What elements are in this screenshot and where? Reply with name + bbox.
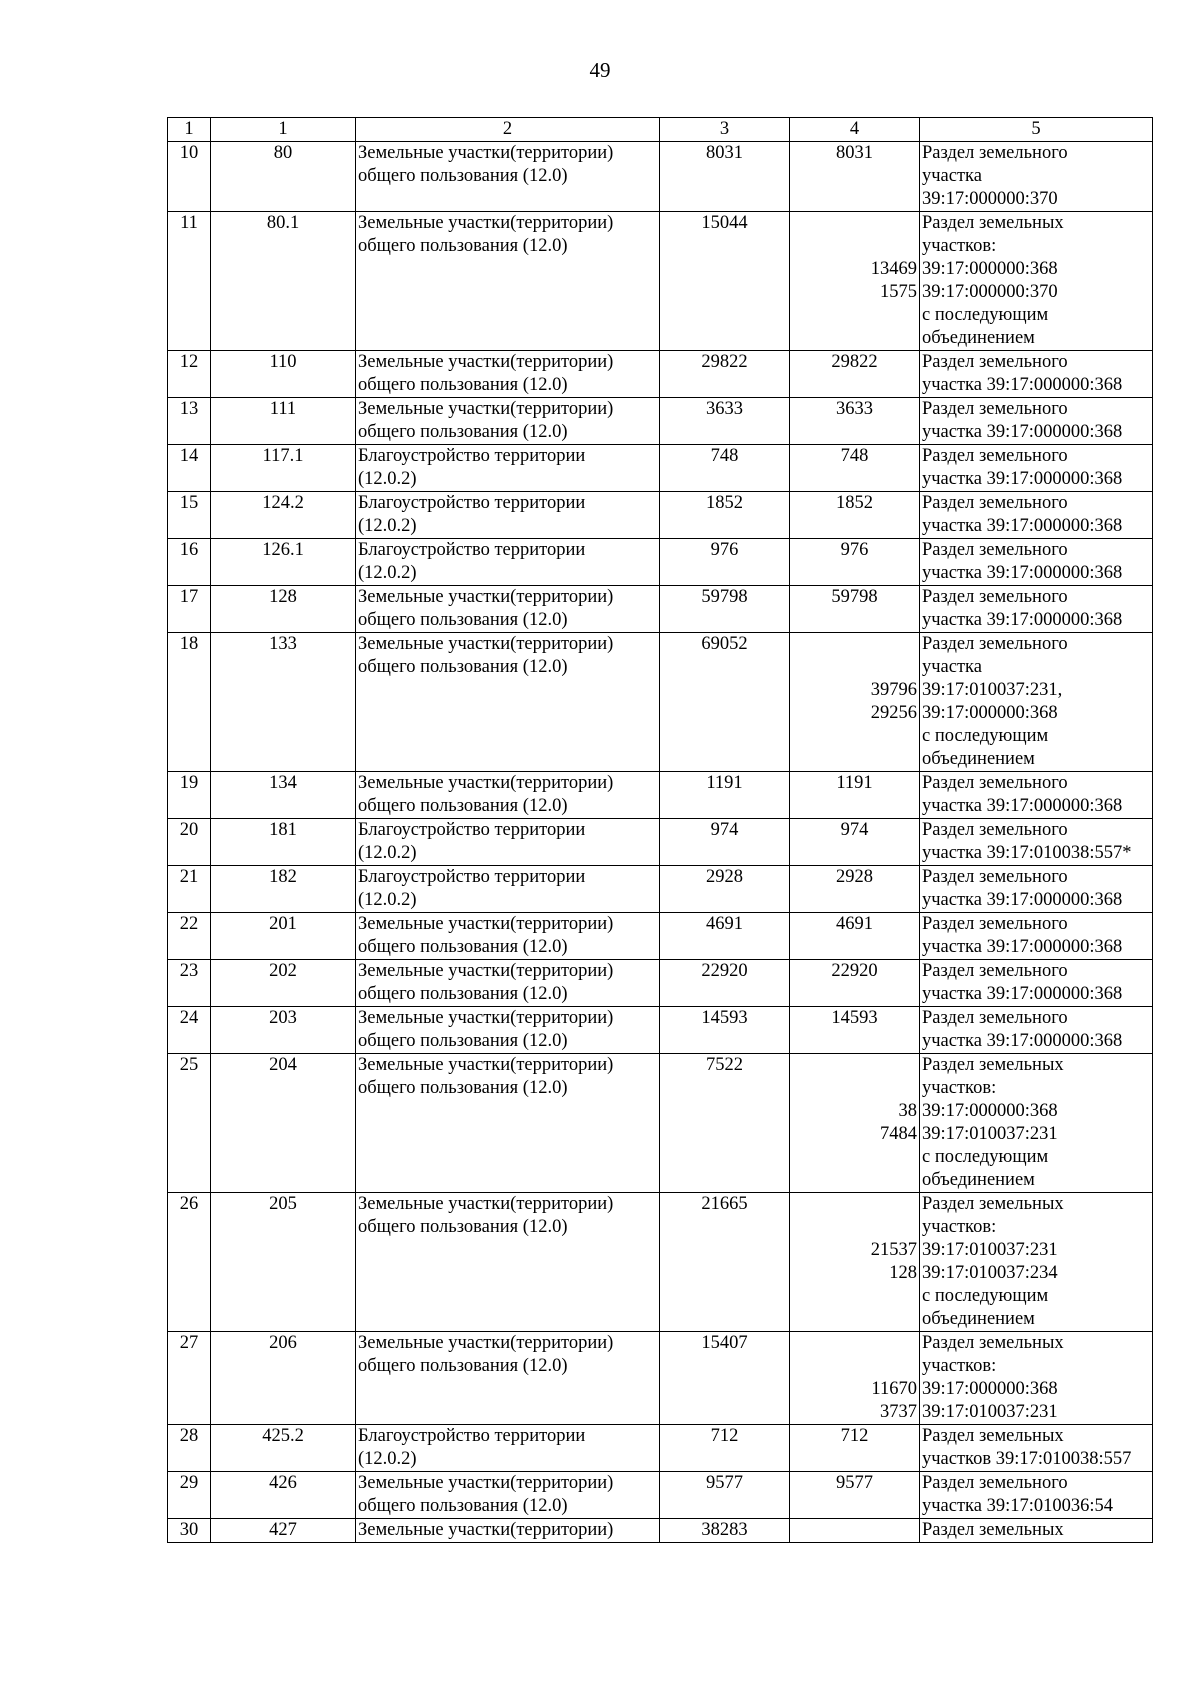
land-use-line: Благоустройство территории — [358, 1426, 586, 1446]
table-row — [168, 633, 1153, 772]
part-area-line: 29822 — [831, 352, 878, 372]
area-cell: 15044 — [660, 212, 790, 351]
note-line: Раздел земельных — [922, 1520, 1064, 1540]
plot-id-cell: 80 — [211, 142, 356, 212]
land-use-line: (12.0.2) — [358, 516, 417, 536]
note-line: участка 39:17:010038:557* — [922, 843, 1132, 863]
area-cell: 29822 — [660, 351, 790, 398]
note-line: участка 39:17:000000:368 — [922, 422, 1123, 442]
part-area-line: 21537 — [870, 1240, 917, 1260]
note-line: 39:17:000000:368 — [922, 1379, 1058, 1399]
table-row — [168, 142, 1153, 212]
note-line: Раздел земельных — [922, 1333, 1064, 1353]
part-area-cell — [790, 1519, 920, 1543]
part-area-line: 974 — [840, 820, 869, 840]
part-area-line: 9577 — [836, 1473, 873, 1493]
part-area-line: 128 — [889, 1263, 917, 1283]
note-line: Раздел земельного — [922, 493, 1068, 513]
note-cell — [920, 913, 1153, 960]
note-line: объединением — [922, 749, 1035, 769]
spacer — [792, 1216, 917, 1239]
land-use-cell — [356, 1193, 660, 1332]
land-use-line: общего пользования (12.0) — [358, 422, 568, 442]
row-number-cell: 13 — [168, 398, 211, 445]
plot-id-cell: 203 — [211, 1007, 356, 1054]
land-use-cell — [356, 539, 660, 586]
row-number-cell: 20 — [168, 819, 211, 866]
note-line: с последующим — [922, 1286, 1049, 1306]
part-area-line: 14593 — [831, 1008, 878, 1028]
note-line: Раздел земельного — [922, 143, 1068, 163]
row-number-cell: 27 — [168, 1332, 211, 1425]
area-cell: 14593 — [660, 1007, 790, 1054]
note-line: 39:17:010037:234 — [922, 1263, 1058, 1283]
part-area-cell — [790, 398, 920, 445]
note-cell — [920, 539, 1153, 586]
note-line: 39:17:010037:231, — [922, 680, 1063, 700]
land-use-cell — [356, 960, 660, 1007]
plot-id-cell: 204 — [211, 1054, 356, 1193]
note-cell — [920, 142, 1153, 212]
row-number-cell: 10 — [168, 142, 211, 212]
area-cell: 974 — [660, 819, 790, 866]
land-use-line: общего пользования (12.0) — [358, 1496, 568, 1516]
note-cell — [920, 819, 1153, 866]
part-area-line: 13469 — [870, 259, 917, 279]
land-use-line: (12.0.2) — [358, 843, 417, 863]
spacer — [792, 656, 917, 679]
land-use-line: Земельные участки(территории) — [358, 1333, 614, 1353]
land-use-line: Земельные участки(территории) — [358, 1055, 614, 1075]
area-cell: 38283 — [660, 1519, 790, 1543]
area-cell: 59798 — [660, 586, 790, 633]
part-area-line: 4691 — [836, 914, 873, 934]
note-line: Раздел земельного — [922, 1473, 1068, 1493]
note-line: Раздел земельного — [922, 1008, 1068, 1028]
note-line: участков: — [922, 1217, 997, 1237]
part-area-cell — [790, 539, 920, 586]
land-use-cell — [356, 351, 660, 398]
part-area-cell — [790, 1472, 920, 1519]
land-use-line: общего пользования (12.0) — [358, 1356, 568, 1376]
table-row — [168, 866, 1153, 913]
note-line: Раздел земельных — [922, 1055, 1064, 1075]
note-line: участка 39:17:000000:368 — [922, 375, 1123, 395]
note-line: 39:17:010037:231 — [922, 1402, 1058, 1422]
note-line: участка 39:17:000000:368 — [922, 469, 1123, 489]
note-cell — [920, 1472, 1153, 1519]
note-line: с последующим — [922, 1147, 1049, 1167]
note-cell — [920, 1425, 1153, 1472]
note-line: Раздел земельного — [922, 773, 1068, 793]
note-line: участков 39:17:010038:557 — [922, 1449, 1132, 1469]
land-use-line: Земельные участки(территории) — [358, 1194, 614, 1214]
land-use-line: общего пользования (12.0) — [358, 166, 568, 186]
table-row — [168, 1332, 1153, 1425]
table-row — [168, 398, 1153, 445]
land-use-line: Земельные участки(территории) — [358, 143, 614, 163]
spacer — [792, 235, 917, 258]
land-use-line: Земельные участки(территории) — [358, 1520, 614, 1540]
land-use-cell — [356, 819, 660, 866]
land-use-line: Земельные участки(территории) — [358, 1008, 614, 1028]
table-row — [168, 960, 1153, 1007]
note-line: Раздел земельного — [922, 914, 1068, 934]
note-line: с последующим — [922, 305, 1049, 325]
row-number-cell: 15 — [168, 492, 211, 539]
land-use-line: Земельные участки(территории) — [358, 587, 614, 607]
note-line: 39:17:010037:231 — [922, 1124, 1058, 1144]
land-use-line: общего пользования (12.0) — [358, 937, 568, 957]
plot-id-cell: 181 — [211, 819, 356, 866]
table-body — [168, 118, 1153, 1543]
row-number-cell: 22 — [168, 913, 211, 960]
land-use-cell — [356, 1472, 660, 1519]
note-cell — [920, 1332, 1153, 1425]
plot-id-cell: 182 — [211, 866, 356, 913]
spacer — [792, 212, 917, 235]
part-area-cell — [790, 586, 920, 633]
header-cell: 3 — [660, 118, 790, 142]
header-cell: 1 — [168, 118, 211, 142]
table-row — [168, 1472, 1153, 1519]
note-line: Раздел земельных — [922, 1426, 1064, 1446]
plot-id-cell: 425.2 — [211, 1425, 356, 1472]
table-row — [168, 1425, 1153, 1472]
row-number-cell: 19 — [168, 772, 211, 819]
row-number-cell: 12 — [168, 351, 211, 398]
part-area-line: 59798 — [831, 587, 878, 607]
land-use-line: (12.0.2) — [358, 469, 417, 489]
note-line: участка 39:17:000000:368 — [922, 890, 1123, 910]
part-area-cell — [790, 142, 920, 212]
table-row — [168, 819, 1153, 866]
header-cell: 2 — [356, 118, 660, 142]
part-area-cell — [790, 1007, 920, 1054]
note-cell — [920, 445, 1153, 492]
row-number-cell: 14 — [168, 445, 211, 492]
land-use-line: Благоустройство территории — [358, 867, 586, 887]
land-use-cell — [356, 866, 660, 913]
part-area-cell — [790, 492, 920, 539]
land-use-cell — [356, 1519, 660, 1543]
area-cell: 7522 — [660, 1054, 790, 1193]
land-use-line: Земельные участки(территории) — [358, 352, 614, 372]
land-use-line: общего пользования (12.0) — [358, 984, 568, 1004]
land-use-line: Земельные участки(территории) — [358, 634, 614, 654]
note-line: 39:17:010037:231 — [922, 1240, 1058, 1260]
land-use-line: общего пользования (12.0) — [358, 657, 568, 677]
note-line: 39:17:000000:368 — [922, 259, 1058, 279]
land-use-line: общего пользования (12.0) — [358, 796, 568, 816]
table-row — [168, 351, 1153, 398]
note-line: объединением — [922, 1309, 1035, 1329]
land-use-cell — [356, 212, 660, 351]
part-area-line: 11670 — [871, 1379, 917, 1399]
part-area-line: 38 — [898, 1101, 917, 1121]
plot-id-cell: 80.1 — [211, 212, 356, 351]
note-cell — [920, 1193, 1153, 1332]
part-area-cell — [790, 1332, 920, 1425]
land-use-line: Земельные участки(территории) — [358, 961, 614, 981]
row-number-cell: 28 — [168, 1425, 211, 1472]
land-use-cell — [356, 633, 660, 772]
note-line: 39:17:000000:368 — [922, 703, 1058, 723]
note-line: 39:17:000000:370 — [922, 189, 1058, 209]
part-area-cell — [790, 351, 920, 398]
row-number-cell: 18 — [168, 633, 211, 772]
land-use-line: общего пользования (12.0) — [358, 236, 568, 256]
table-row — [168, 445, 1153, 492]
row-number-cell: 21 — [168, 866, 211, 913]
land-use-line: Благоустройство территории — [358, 493, 586, 513]
land-use-line: Благоустройство территории — [358, 446, 586, 466]
area-cell: 1852 — [660, 492, 790, 539]
row-number-cell: 23 — [168, 960, 211, 1007]
note-line: 39:17:000000:368 — [922, 1101, 1058, 1121]
part-area-cell — [790, 819, 920, 866]
header-cell: 4 — [790, 118, 920, 142]
row-number-cell: 16 — [168, 539, 211, 586]
note-line: участка 39:17:000000:368 — [922, 563, 1123, 583]
note-line: Раздел земельного — [922, 867, 1068, 887]
land-use-cell — [356, 1054, 660, 1193]
part-area-line: 22920 — [831, 961, 878, 981]
part-area-line: 7484 — [880, 1124, 917, 1144]
plot-id-cell: 133 — [211, 633, 356, 772]
note-line: участка 39:17:000000:368 — [922, 796, 1123, 816]
note-cell — [920, 212, 1153, 351]
part-area-cell — [790, 1193, 920, 1332]
row-number-cell: 30 — [168, 1519, 211, 1543]
area-cell: 4691 — [660, 913, 790, 960]
table-row — [168, 1519, 1153, 1543]
land-use-line: Земельные участки(территории) — [358, 1473, 614, 1493]
note-cell — [920, 633, 1153, 772]
part-area-line: 8031 — [836, 143, 873, 163]
note-line: участков: — [922, 236, 997, 256]
area-cell: 748 — [660, 445, 790, 492]
page-number: 49 — [589, 58, 611, 82]
land-use-line: общего пользования (12.0) — [358, 375, 568, 395]
part-area-line: 712 — [840, 1426, 869, 1446]
area-cell: 1191 — [660, 772, 790, 819]
part-area-line: 976 — [840, 540, 869, 560]
table-row — [168, 1193, 1153, 1332]
row-number-cell: 11 — [168, 212, 211, 351]
land-use-line: Земельные участки(территории) — [358, 914, 614, 934]
part-area-line: 1852 — [836, 493, 873, 513]
note-line: Раздел земельного — [922, 961, 1068, 981]
row-number-cell: 24 — [168, 1007, 211, 1054]
part-area-cell — [790, 866, 920, 913]
land-use-cell — [356, 1007, 660, 1054]
plot-id-cell: 134 — [211, 772, 356, 819]
part-area-cell — [790, 212, 920, 351]
land-use-line: Благоустройство территории — [358, 540, 586, 560]
area-cell: 3633 — [660, 398, 790, 445]
note-line: участка 39:17:000000:368 — [922, 937, 1123, 957]
note-cell — [920, 1519, 1153, 1543]
plot-id-cell: 124.2 — [211, 492, 356, 539]
note-line: объединением — [922, 1170, 1035, 1190]
note-line: участка 39:17:000000:368 — [922, 1031, 1123, 1051]
land-use-cell — [356, 1332, 660, 1425]
part-area-line: 1191 — [836, 773, 873, 793]
note-line: участка 39:17:000000:368 — [922, 516, 1123, 536]
land-use-line: (12.0.2) — [358, 563, 417, 583]
note-cell — [920, 398, 1153, 445]
table-row — [168, 772, 1153, 819]
note-line: объединением — [922, 328, 1035, 348]
land-use-cell — [356, 772, 660, 819]
plot-id-cell: 111 — [211, 398, 356, 445]
land-use-cell — [356, 398, 660, 445]
area-cell: 9577 — [660, 1472, 790, 1519]
plot-id-cell: 117.1 — [211, 445, 356, 492]
table-row — [168, 492, 1153, 539]
note-line: участков: — [922, 1356, 997, 1376]
row-number-cell: 17 — [168, 586, 211, 633]
land-use-line: Благоустройство территории — [358, 820, 586, 840]
part-area-line: 748 — [840, 446, 869, 466]
land-use-line: общего пользования (12.0) — [358, 1078, 568, 1098]
land-use-cell — [356, 586, 660, 633]
part-area-cell — [790, 960, 920, 1007]
header-cell: 1 — [211, 118, 356, 142]
note-line: Раздел земельного — [922, 820, 1068, 840]
area-cell: 15407 — [660, 1332, 790, 1425]
plot-id-cell: 110 — [211, 351, 356, 398]
note-cell — [920, 586, 1153, 633]
header-cell: 5 — [920, 118, 1153, 142]
row-number-cell: 29 — [168, 1472, 211, 1519]
plot-id-cell: 426 — [211, 1472, 356, 1519]
land-use-cell — [356, 445, 660, 492]
spacer — [792, 1054, 917, 1077]
part-area-cell — [790, 913, 920, 960]
table-header-row — [168, 118, 1153, 142]
spacer — [792, 1193, 917, 1216]
land-use-cell — [356, 1425, 660, 1472]
part-area-cell — [790, 1054, 920, 1193]
spacer — [792, 1355, 917, 1378]
land-use-cell — [356, 913, 660, 960]
note-cell — [920, 960, 1153, 1007]
table-row — [168, 913, 1153, 960]
note-cell — [920, 1054, 1153, 1193]
note-line: участка 39:17:000000:368 — [922, 984, 1123, 1004]
area-cell: 976 — [660, 539, 790, 586]
table-row — [168, 1007, 1153, 1054]
part-area-line: 39796 — [870, 680, 917, 700]
part-area-line: 3737 — [880, 1402, 917, 1422]
table-row — [168, 1054, 1153, 1193]
note-line: Раздел земельных — [922, 213, 1064, 233]
note-line: Раздел земельного — [922, 399, 1068, 419]
part-area-cell — [790, 1425, 920, 1472]
part-area-line: 29256 — [870, 703, 917, 723]
part-area-cell — [790, 633, 920, 772]
land-plots-table — [167, 117, 1153, 1543]
note-line: участков: — [922, 1078, 997, 1098]
part-area-cell — [790, 772, 920, 819]
area-cell: 712 — [660, 1425, 790, 1472]
note-line: Раздел земельного — [922, 634, 1068, 654]
part-area-line: 3633 — [836, 399, 873, 419]
note-line: участка 39:17:010036:54 — [922, 1496, 1114, 1516]
plot-id-cell: 202 — [211, 960, 356, 1007]
note-line: участка — [922, 166, 982, 186]
note-line: Раздел земельного — [922, 587, 1068, 607]
row-number-cell: 25 — [168, 1054, 211, 1193]
spacer — [792, 633, 917, 656]
note-cell — [920, 1007, 1153, 1054]
table-row — [168, 586, 1153, 633]
area-cell: 2928 — [660, 866, 790, 913]
plot-id-cell: 128 — [211, 586, 356, 633]
part-area-cell — [790, 445, 920, 492]
land-use-line: Земельные участки(территории) — [358, 213, 614, 233]
area-cell: 21665 — [660, 1193, 790, 1332]
land-use-line: общего пользования (12.0) — [358, 610, 568, 630]
note-line: Раздел земельного — [922, 540, 1068, 560]
note-cell — [920, 866, 1153, 913]
land-use-line: (12.0.2) — [358, 1449, 417, 1469]
plot-id-cell: 126.1 — [211, 539, 356, 586]
note-line: Раздел земельного — [922, 352, 1068, 372]
note-line: 39:17:000000:370 — [922, 282, 1058, 302]
plot-id-cell: 201 — [211, 913, 356, 960]
table-row — [168, 539, 1153, 586]
land-use-cell — [356, 492, 660, 539]
land-use-line: Земельные участки(территории) — [358, 773, 614, 793]
note-line: участка 39:17:000000:368 — [922, 610, 1123, 630]
spacer — [792, 1332, 917, 1355]
land-use-line: Земельные участки(территории) — [358, 399, 614, 419]
land-use-line: общего пользования (12.0) — [358, 1217, 568, 1237]
spacer — [792, 1077, 917, 1100]
land-use-line: (12.0.2) — [358, 890, 417, 910]
note-cell — [920, 492, 1153, 539]
note-cell — [920, 772, 1153, 819]
plot-id-cell: 427 — [211, 1519, 356, 1543]
area-cell: 8031 — [660, 142, 790, 212]
note-cell — [920, 351, 1153, 398]
land-use-cell — [356, 142, 660, 212]
row-number-cell: 26 — [168, 1193, 211, 1332]
note-line: Раздел земельного — [922, 446, 1068, 466]
plot-id-cell: 206 — [211, 1332, 356, 1425]
note-line: с последующим — [922, 726, 1049, 746]
area-cell: 22920 — [660, 960, 790, 1007]
table-row — [168, 212, 1153, 351]
part-area-line: 2928 — [836, 867, 873, 887]
note-line: Раздел земельных — [922, 1194, 1064, 1214]
area-cell: 69052 — [660, 633, 790, 772]
land-use-line: общего пользования (12.0) — [358, 1031, 568, 1051]
plot-id-cell: 205 — [211, 1193, 356, 1332]
part-area-line: 1575 — [880, 282, 917, 302]
note-line: участка — [922, 657, 982, 677]
